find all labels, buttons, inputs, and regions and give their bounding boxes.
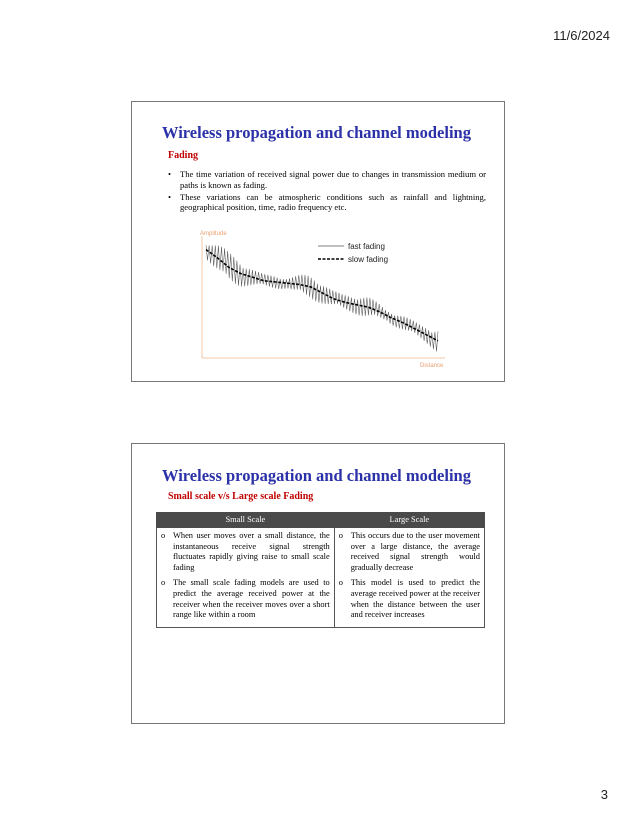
bullet-marker: o (161, 531, 166, 540)
table-cell (157, 575, 335, 627)
header-large-scale: Large Scale (334, 513, 484, 528)
slide-title: Wireless propagation and channel modeling (162, 466, 471, 485)
cell-text: This model is used to predict the average received power at the receiver when the distance between the user and receiver increases (350, 578, 480, 620)
bullet-marker: o (161, 578, 166, 588)
comparison-table (156, 512, 485, 628)
slow-fading-line (206, 250, 438, 341)
slide-subtitle: Fading (168, 150, 199, 161)
table-row (157, 528, 485, 576)
bullet-marker: o (338, 578, 343, 588)
fast-fading-line (206, 245, 438, 351)
table-cell (157, 528, 335, 576)
y-axis-label: Amplitude (200, 231, 227, 237)
header-small-scale: Small Scale (157, 513, 335, 528)
slide-title: Wireless propagation and channel modeling (162, 123, 471, 142)
legend-fast-label: fast fading (348, 242, 385, 251)
slide-fading (131, 101, 505, 382)
cell-text: The small scale fading models are used to predict the average received power at the receiver when the receiver moves over a short range like within a room (173, 578, 330, 620)
cell-text: This occurs due to the user movement over a large distance, the average received signal strength would gradually decrease (350, 531, 480, 572)
fading-chart (180, 226, 450, 374)
table-header-row (157, 513, 485, 528)
bullet-marker: o (338, 531, 343, 540)
legend-slow-label: slow fading (348, 255, 389, 264)
bullet-item: • The time variation of received signal power due to changes in transmission medium or paths is known as fading. (168, 169, 486, 191)
chart-legend (318, 242, 388, 264)
page-date: 11/6/2024 (553, 28, 610, 43)
cell-text: When user moves over a small distance, the instantaneous receive signal strength fluctuates rapidly giving raise to small scale fading (173, 531, 330, 572)
slide-subtitle: Small scale v/s Large scale Fading (168, 491, 314, 502)
page-number: 3 (600, 787, 608, 802)
x-axis-label: Distance (420, 363, 444, 369)
table-cell (334, 575, 484, 627)
bullet-list (168, 169, 486, 214)
bullet-item: • These variations can be atmospheric conditions such as rainfall and lightning, geographical position, time, radio frequency etc. (168, 192, 486, 214)
table-row (157, 575, 485, 627)
slide-small-vs-large (131, 443, 505, 724)
table-cell (334, 528, 484, 576)
